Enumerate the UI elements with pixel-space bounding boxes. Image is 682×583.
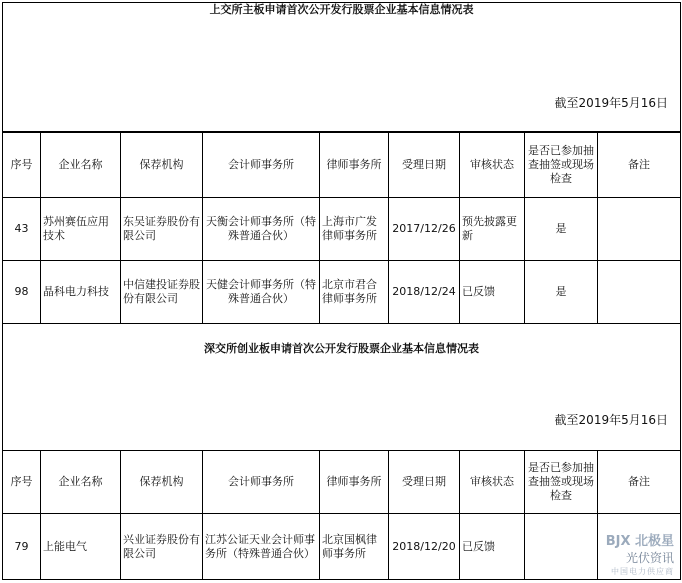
cell-no: 98 (3, 261, 41, 324)
header-cell: 审核状态 (460, 451, 525, 514)
table-row (3, 261, 681, 324)
cell-no: 79 (3, 514, 41, 580)
watermark-brand: BJX 北极星 (605, 534, 674, 549)
cell-remark (598, 198, 681, 261)
section-title: 深交所创业板申请首次公开发行股票企业基本信息情况表 (3, 322, 681, 450)
header-cell: 序号 (3, 451, 41, 514)
as-of-date: 截至2019年5月16日 (554, 413, 668, 427)
cell-status: 预先披露更新 (460, 198, 525, 261)
header-row (3, 451, 681, 514)
cell-status: 已反馈 (460, 261, 525, 324)
header-cell: 备注 (598, 451, 681, 514)
header-cell: 会计师事务所 (203, 451, 320, 514)
cell-inspected: 是 (525, 261, 598, 324)
table-row (3, 198, 681, 261)
cell-accountant: 天健会计师事务所（特殊普通合伙） (203, 261, 320, 324)
sse-data-table (2, 131, 681, 324)
cell-inspected: 是 (525, 198, 598, 261)
header-cell: 是否已参加抽查抽签或现场检查 (525, 451, 598, 514)
header-cell: 保荐机构 (121, 451, 203, 514)
cell-date: 2018/12/20 (389, 514, 460, 580)
watermark (606, 530, 674, 577)
header-cell: 受理日期 (389, 132, 460, 198)
cell-company: 晶科电力科技 (41, 261, 121, 324)
cell-sponsor: 东吴证券股份有限公司 (121, 198, 203, 261)
section-title: 上交所主板申请首次公开发行股票企业基本信息情况表 (3, 3, 681, 133)
sse-table (2, 2, 681, 133)
cell-remark (598, 261, 681, 324)
cell-lawyer: 北京市君合律师事务所 (320, 261, 389, 324)
as-of-date: 截至2019年5月16日 (554, 96, 668, 110)
cell-sponsor: 中信建投证券股份有限公司 (121, 261, 203, 324)
table-row (3, 514, 681, 580)
header-cell: 备注 (598, 132, 681, 198)
header-cell: 企业名称 (41, 132, 121, 198)
header-cell: 律师事务所 (320, 451, 389, 514)
cell-sponsor: 兴业证券股份有限公司 (121, 514, 203, 580)
watermark-sub: 光伏资讯 (625, 551, 674, 565)
header-cell: 受理日期 (389, 451, 460, 514)
cell-date: 2018/12/24 (389, 261, 460, 324)
cell-inspected (525, 514, 598, 580)
cell-status: 已反馈 (460, 514, 525, 580)
header-cell: 是否已参加抽查抽签或现场检查 (525, 132, 598, 198)
cell-accountant: 天衡会计师事务所（特殊普通合伙） (203, 198, 320, 261)
cell-date: 2017/12/26 (389, 198, 460, 261)
header-row (3, 132, 681, 198)
szse-data-table (2, 450, 681, 580)
header-cell: 序号 (3, 132, 41, 198)
cell-company: 苏州赛伍应用技术 (41, 198, 121, 261)
header-cell: 保荐机构 (121, 132, 203, 198)
cell-accountant: 江苏公证天业会计师事务所（特殊普通合伙） (203, 514, 320, 580)
cell-no: 43 (3, 198, 41, 261)
watermark-tag: 中国电力供应商 (611, 567, 674, 576)
cell-company: 上能电气 (41, 514, 121, 580)
szse-title-table (2, 322, 681, 451)
header-cell: 会计师事务所 (203, 132, 320, 198)
header-cell: 企业名称 (41, 451, 121, 514)
cell-lawyer: 北京国枫律师事务所 (320, 514, 389, 580)
header-cell: 审核状态 (460, 132, 525, 198)
cell-lawyer: 上海市广发律师事务所 (320, 198, 389, 261)
header-cell: 律师事务所 (320, 132, 389, 198)
